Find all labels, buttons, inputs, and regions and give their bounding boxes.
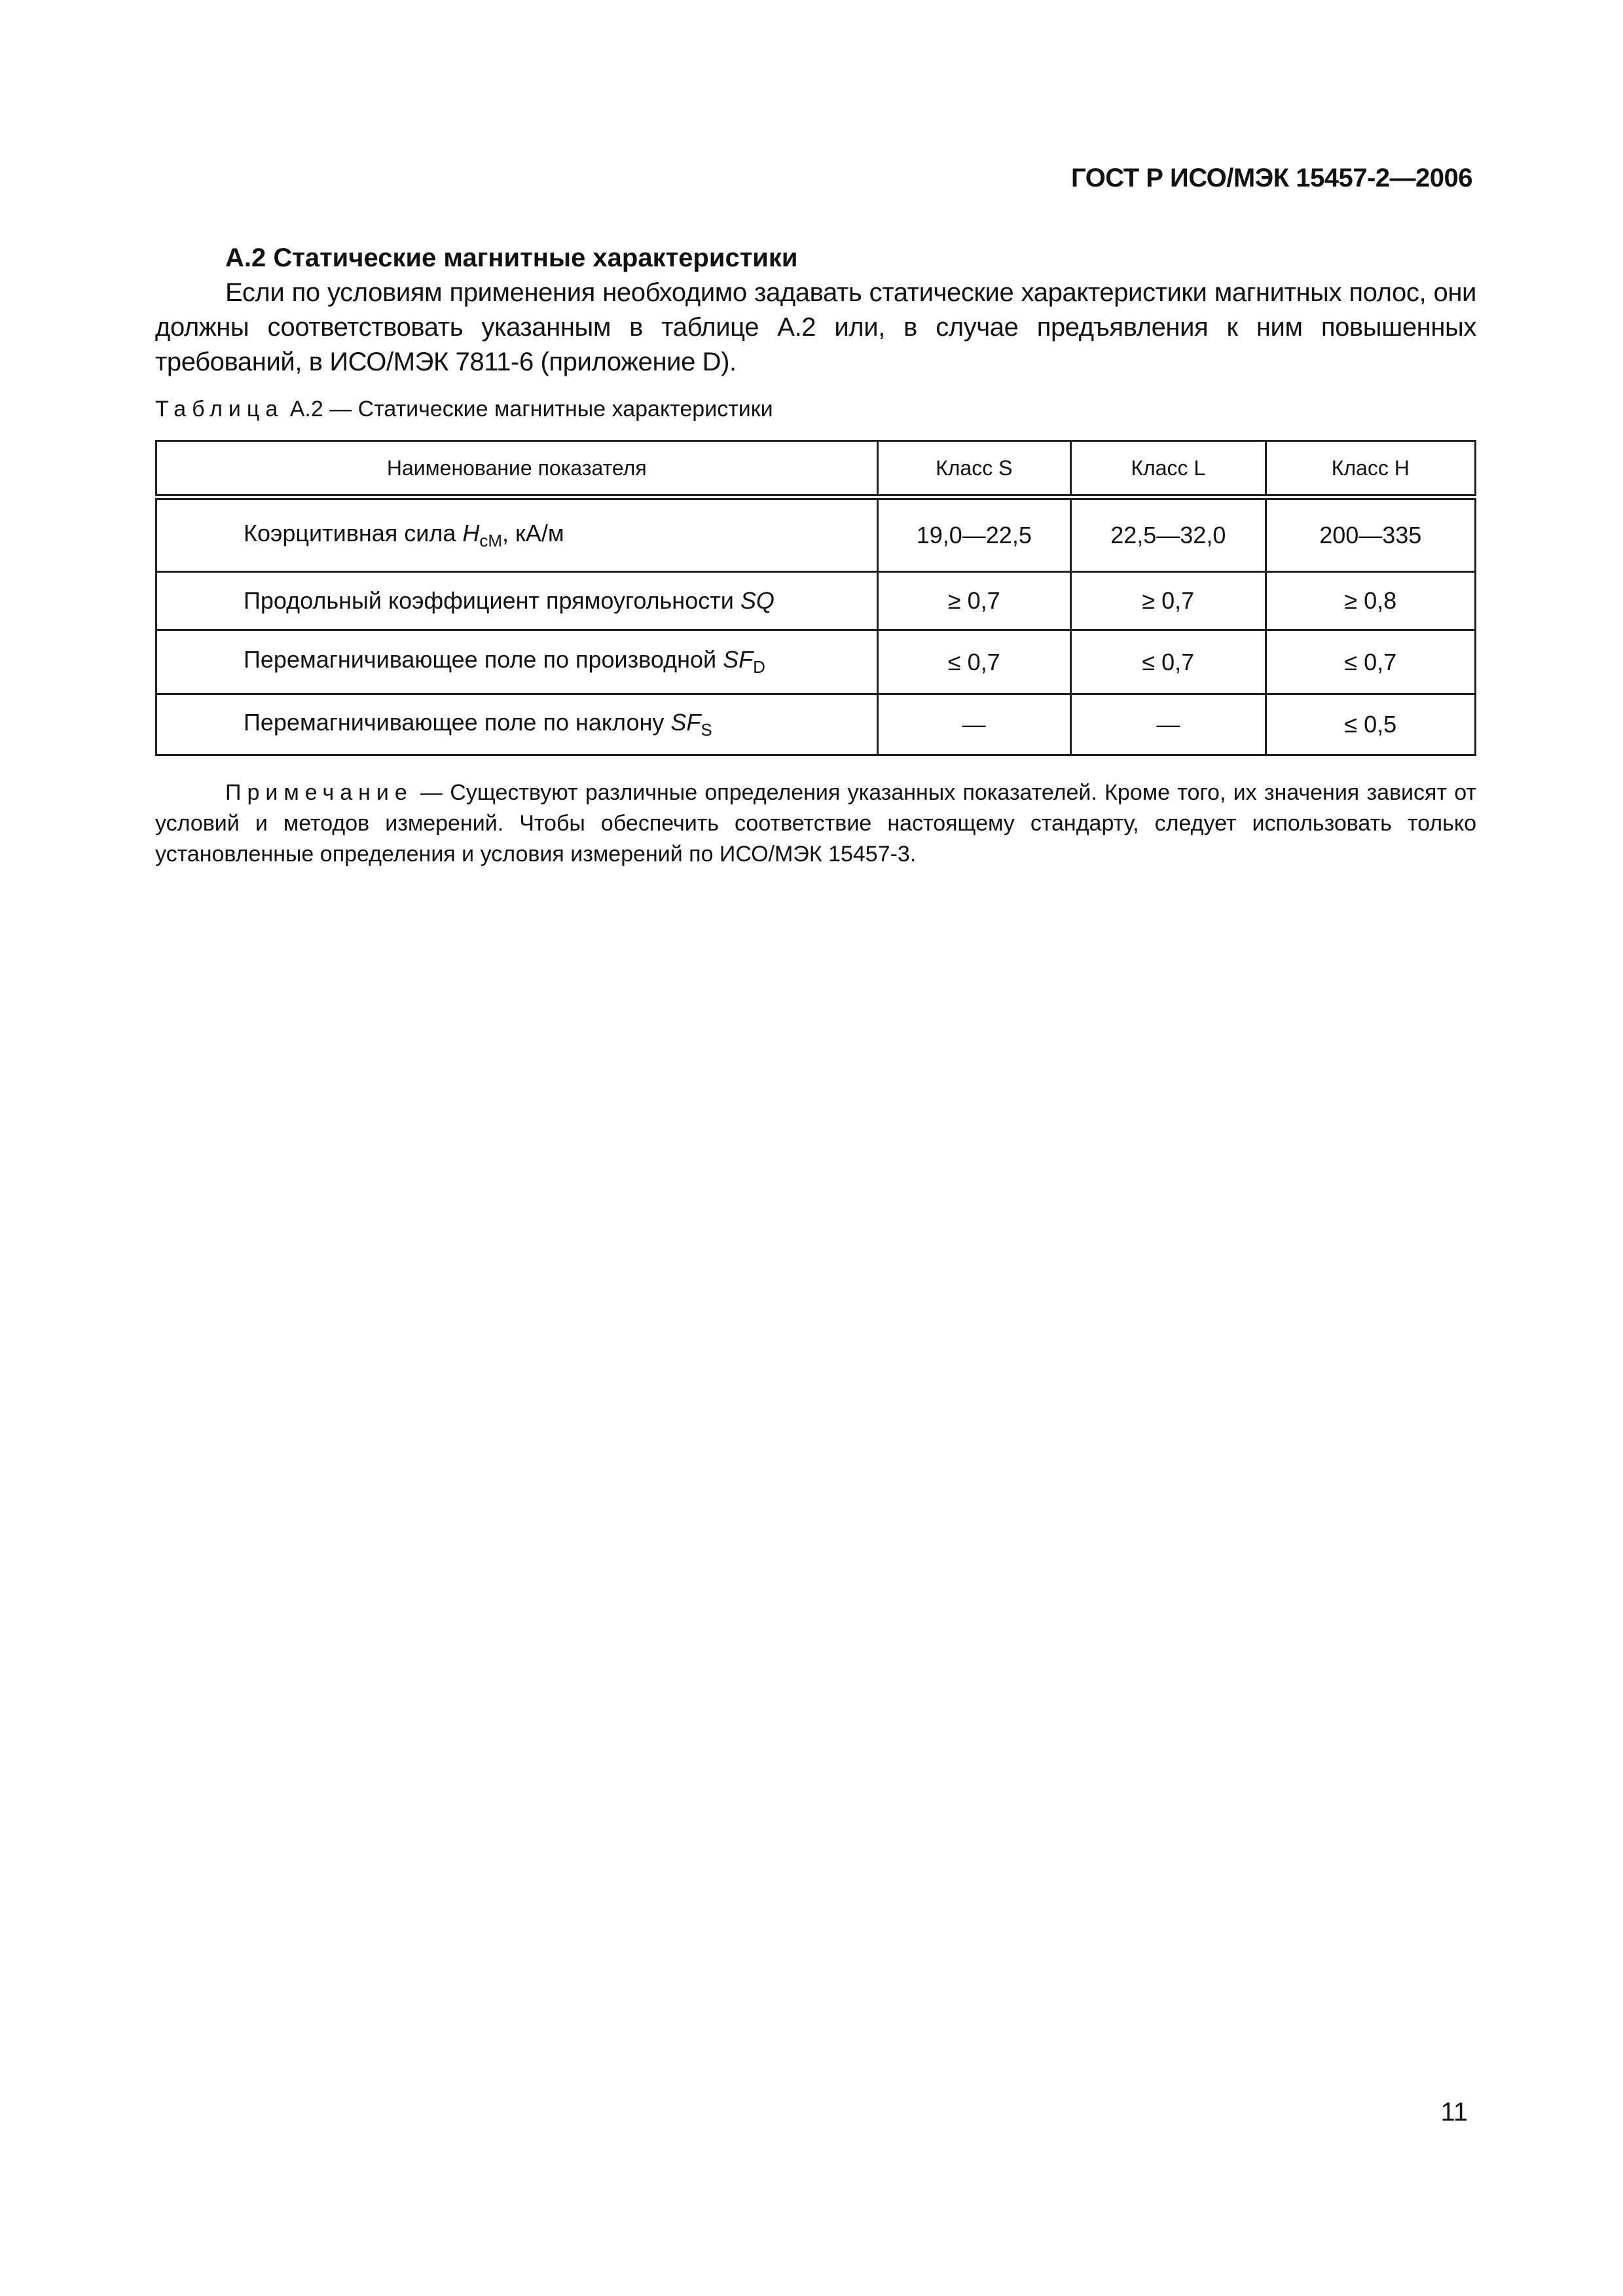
table-caption-text: А.2 — Статические магнитные характеристики bbox=[283, 397, 773, 422]
note-label: Примечание bbox=[225, 780, 413, 805]
table-caption bbox=[155, 397, 773, 422]
class-s-value: ≥ 0,7 bbox=[877, 572, 1071, 630]
header-parameter-name: Наименование показателя bbox=[156, 441, 878, 497]
class-s-value: 19,0—22,5 bbox=[877, 497, 1071, 572]
parameter-name-cell: Коэрцитивная сила $H_{сМ}$, кА/м bbox=[156, 497, 878, 572]
section-paragraph: Если по условиям применения необходимо задавать статические характеристики магнитных полос, они должны соответствовать указанным в таблице А.2 или, в случае предъявления к ним повышенных требований, в ИСО/МЭК 7811-6 (приложение D). bbox=[155, 278, 1476, 376]
class-h-value: 200—335 bbox=[1266, 497, 1475, 572]
parameter-name-cell: Перемагничивающее поле по производной $SF_D$ bbox=[156, 630, 878, 694]
section-title: А.2 Статические магнитные характеристики bbox=[225, 243, 798, 272]
class-h-value: ≤ 0,5 bbox=[1266, 694, 1475, 755]
magnetic-characteristics-table bbox=[155, 440, 1476, 756]
class-h-value: ≤ 0,7 bbox=[1266, 630, 1475, 694]
class-s-value: — bbox=[877, 694, 1071, 755]
parameter-name-cell: Перемагничивающее поле по наклону $SF_S$ bbox=[156, 694, 878, 755]
table-row bbox=[156, 694, 1476, 755]
class-h-value: ≥ 0,8 bbox=[1266, 572, 1475, 630]
table-caption-label: Таблица bbox=[155, 397, 284, 422]
header-class-s: Класс S bbox=[877, 441, 1071, 497]
class-l-value: ≤ 0,7 bbox=[1071, 630, 1266, 694]
section-a2 bbox=[155, 241, 1476, 380]
header-class-l: Класс L bbox=[1071, 441, 1266, 497]
class-s-value: ≤ 0,7 bbox=[877, 630, 1071, 694]
page-number: 11 bbox=[1440, 2098, 1468, 2126]
class-l-value: ≥ 0,7 bbox=[1071, 572, 1266, 630]
parameter-name-cell: Продольный коэффициент прямоугольности SQ bbox=[156, 572, 878, 630]
table-row bbox=[156, 572, 1476, 630]
table-row bbox=[156, 497, 1476, 572]
class-l-value: 22,5—32,0 bbox=[1071, 497, 1266, 572]
table-row bbox=[156, 630, 1476, 694]
table-note bbox=[155, 778, 1476, 870]
table-header-row bbox=[156, 441, 1476, 497]
header-class-h: Класс H bbox=[1266, 441, 1475, 497]
class-l-value: — bbox=[1071, 694, 1266, 755]
document-code-header: ГОСТ Р ИСО/МЭК 15457-2—2006 bbox=[1071, 164, 1472, 192]
note-text: — Существуют различные определения указанных показателей. Кроме того, их значения зависят от условий и методов измерений. Чтобы обеспечить соответствие настоящему стандарту, следует использовать только установленные определения и условия измерений по ИСО/МЭК 15457-3. bbox=[155, 780, 1476, 867]
